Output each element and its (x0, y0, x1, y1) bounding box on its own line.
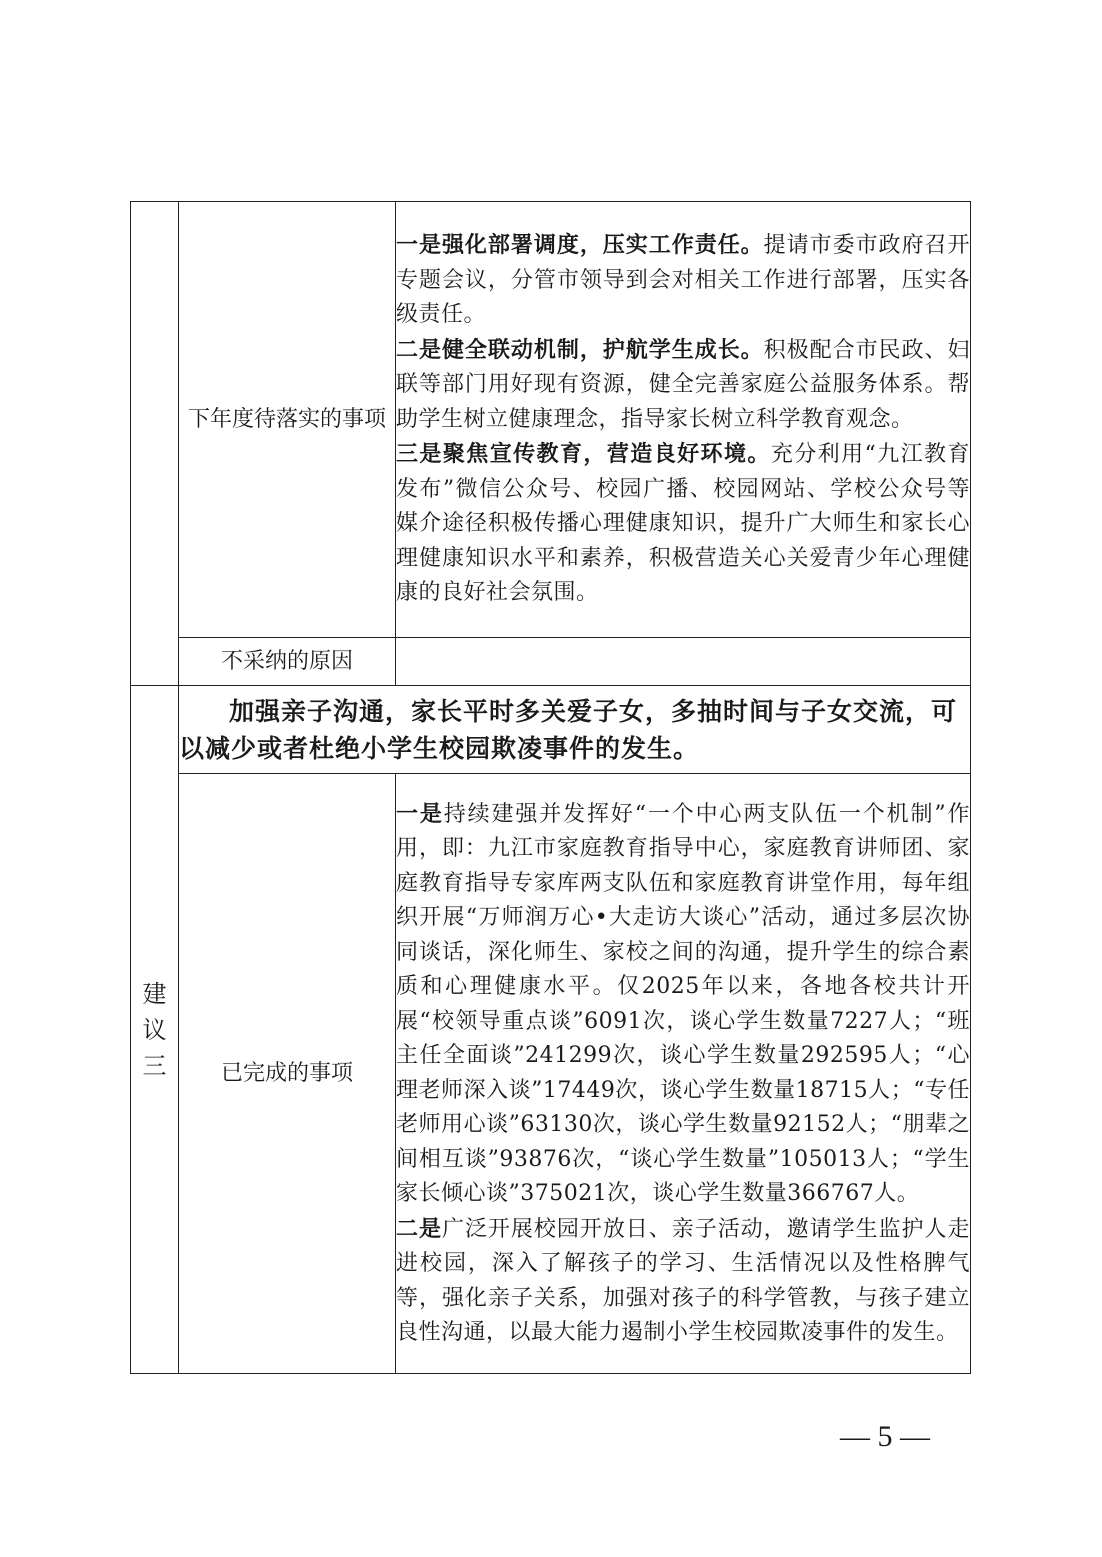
item-lead: 二是健全联动机制，护航学生成长。 (396, 336, 764, 363)
table-row-suggestion-title (131, 686, 971, 774)
item-lead: 一是强化部署调度，压实工作责任。 (396, 232, 764, 259)
table-row-reason (131, 638, 971, 686)
next-year-label: 下年度待落实的事项 (179, 202, 396, 638)
completed-item-2 (396, 1212, 970, 1351)
completed-label: 已完成的事项 (179, 774, 396, 1374)
item-text: 充分利用“九江教育发布”微信公众号、校园广播、校园网站、学校公众号等媒介途径积极传播心理健康知识，提升广大师生和家长心理健康知识水平和素养，积极营造关心关爱青少年心理健康的良好社会氛围。 (396, 442, 970, 606)
next-year-content (396, 202, 971, 638)
suggestion-side-label: 建 议 三 (131, 686, 179, 1374)
item-lead: 一是 (396, 800, 444, 827)
document-table (130, 201, 971, 1374)
reason-label: 不采纳的原因 (179, 638, 396, 686)
item-text: 积极配合市民政、妇联等部门用好现有资源，健全完善家庭公益服务体系。帮助学生树立健康理念，指导家长树立科学教育观念。 (396, 337, 970, 432)
completed-content (396, 774, 971, 1374)
item-text: 提请市委市政府召开专题会议，分管市领导到会对相关工作进行部署，压实各级责任。 (396, 233, 970, 328)
reason-value (396, 638, 971, 686)
suggestion-title: 加强亲子沟通，家长平时多关爱子女，多抽时间与子女交流，可以减少或者杜绝小学生校园欺凌事件的发生。 (179, 686, 971, 774)
completed-item-1 (396, 797, 970, 1212)
next-year-item-1 (396, 228, 970, 333)
page-number: — 5 — (840, 1420, 930, 1453)
item-lead: 三是聚焦宣传教育，营造良好环境。 (396, 441, 771, 468)
item-text: 广泛开展校园开放日、亲子活动，邀请学生监护人走进校园，深入了解孩子的学习、生活情况以及性格脾气等，强化亲子关系，加强对孩子的科学管教，与孩子建立良性沟通，以最大能力遏制小学生校园欺凌事件的发生。 (396, 1216, 970, 1345)
next-year-item-2 (396, 333, 970, 438)
item-lead: 二是 (396, 1215, 442, 1242)
table-row-next-year (131, 202, 971, 638)
next-year-item-3 (396, 437, 970, 611)
empty-side-cell (131, 202, 179, 686)
item-text: 持续建强并发挥好“一个中心两支队伍一个机制”作用，即：九江市家庭教育指导中心，家庭教育讲师团、家庭教育指导专家库两支队伍和家庭教育讲堂作用，每年组织开展“万师润万心•大走访大谈心”活动，通过多层次协同谈话，深化师生、家校之间的沟通，提升学生的综合素质和心理健康水平。仅2025年以来，各地各校共计开展“校领导重点谈”6091次，谈心学生数量7227人；“班主任全面谈”241299次，谈心学生数量292595人；“心理老师深入谈”17449次，谈心学生数量18715人；“专任老师用心谈”63130次，谈心学生数量92152人；“朋辈之间相互谈”93876次，“谈心学生数量”105013人；“学生家长倾心谈”375021次，谈心学生数量366767人。 (396, 801, 970, 1206)
table-row-completed (131, 774, 971, 1374)
